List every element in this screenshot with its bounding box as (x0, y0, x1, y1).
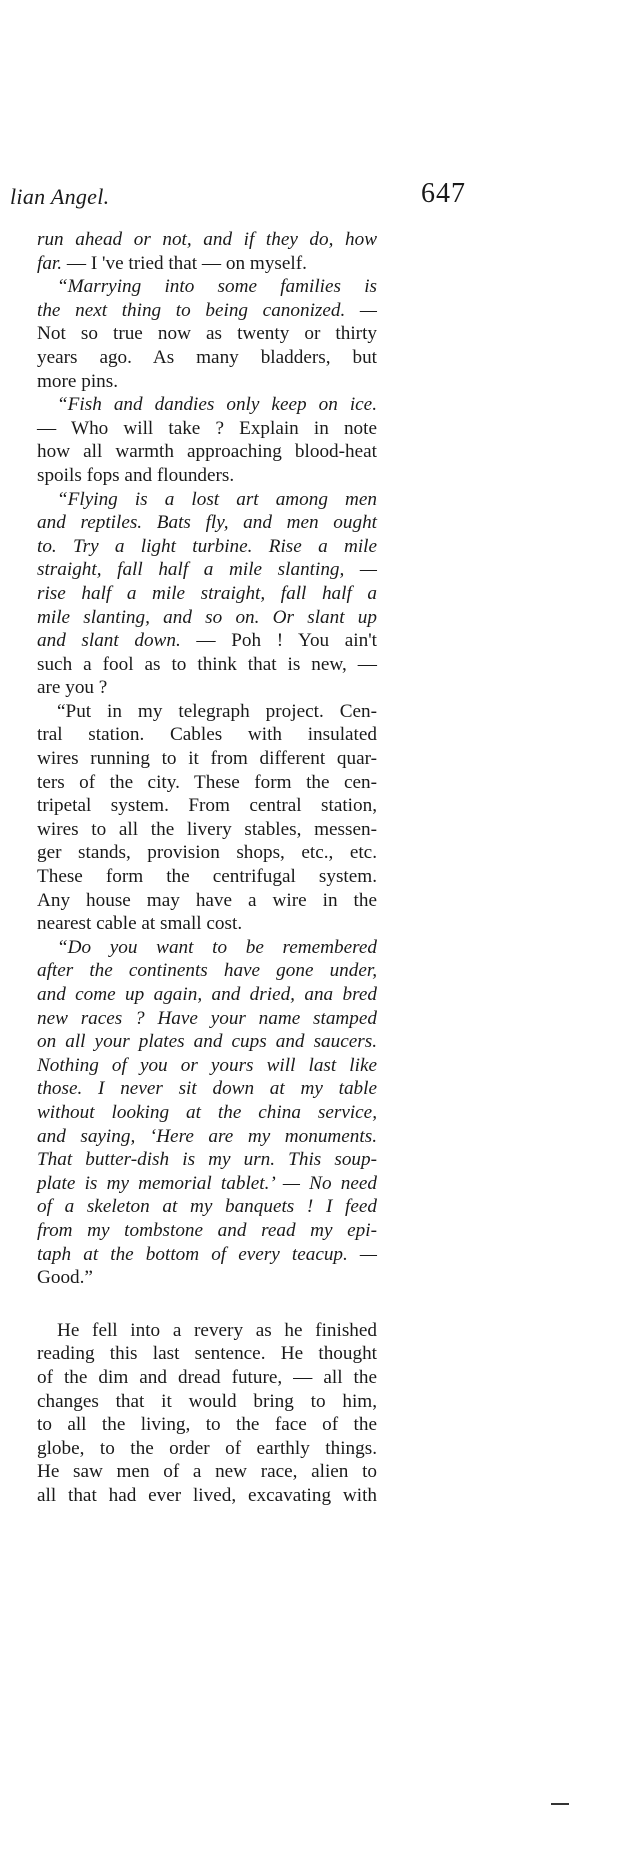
text-line: spoils fops and flounders. (37, 464, 235, 486)
page-number: 647 (421, 178, 466, 209)
text-line: from my tombstone and read my epi- (37, 1219, 377, 1241)
paragraph-gap (37, 1290, 377, 1319)
text-line: years ago. As many bladders, but (37, 346, 377, 368)
roman-fragment: — I 've tried that — on myself. (62, 252, 307, 274)
text-line: “Marrying into some families is (57, 276, 377, 298)
text-line: He fell into a revery as he finished (57, 1319, 377, 1341)
text-line: all that had ever lived, excavating with (37, 1484, 377, 1506)
text-line: wires to all the livery stables, messen- (37, 818, 377, 840)
text-line: ters of the city. These form the cen- (37, 771, 377, 793)
text-line: straight, fall half a mile slanting, — (37, 559, 377, 581)
text-line: those. I never sit down at my table (37, 1078, 377, 1100)
text-line: without looking at the china service, (37, 1101, 377, 1123)
text-line: such a fool as to think that is new, — (37, 653, 377, 675)
text-line (37, 629, 377, 653)
text-line: of a skeleton at my banquets ! I feed (37, 1196, 377, 1218)
text-line: He saw men of a new race, alien to (37, 1461, 377, 1483)
text-line: tral station. Cables with insulated (37, 724, 377, 746)
text-line: new races ? Have your name stamped (37, 1007, 377, 1029)
text-line: globe, to the order of earthly things. (37, 1437, 377, 1459)
text-line: — Who will take ? Explain in note (37, 417, 377, 439)
text-line: to all the living, to the face of the (37, 1414, 377, 1436)
text-line: mile slanting, and so on. Or slant up (37, 606, 377, 628)
text-line: These form the centrifugal system. (37, 866, 377, 888)
text-line: of the dim and dread future, — all the (37, 1366, 377, 1388)
text-line: Good.” (37, 1267, 93, 1289)
text-line: “Do you want to be remembered (57, 936, 377, 958)
text-line: are you ? (37, 677, 108, 699)
text-line: rise half a mile straight, fall half a (37, 582, 377, 604)
roman-fragment: — Poh ! You ain't (180, 630, 377, 652)
italic-fragment: and slant down. (37, 630, 181, 652)
text-line: Not so true now as twenty or thirty (37, 323, 377, 345)
text-line: to. Try a light turbine. Rise a mile (37, 535, 377, 557)
text-line: tripetal system. From central station, (37, 795, 377, 817)
text-line: nearest cable at small cost. (37, 913, 243, 935)
body-text (37, 228, 377, 1507)
text-line: run ahead or not, and if they do, how (37, 229, 377, 250)
text-line: Nothing of you or yours will last like (37, 1054, 377, 1076)
text-line: after the continents have gone under, (37, 960, 377, 982)
text-line: plate is my memorial tablet.’ — No need (37, 1172, 377, 1194)
text-line: That butter-dish is my urn. This soup- (37, 1149, 377, 1171)
running-title: lian Angel. (10, 184, 110, 209)
text-line: on all your plates and cups and saucers. (37, 1031, 377, 1053)
text-line: Any house may have a wire in the (37, 889, 377, 911)
italic-fragment: far. (37, 252, 63, 274)
text-line: the next thing to being canonized. — (37, 299, 377, 321)
text-line: “Flying is a lost art among men (57, 488, 377, 510)
text-line: and reptiles. Bats fly, and men ought (37, 512, 377, 534)
page-header (10, 178, 466, 218)
text-line: ger stands, provision shops, etc., etc. (37, 842, 377, 864)
text-line: and come up again, and dried, ana bred (37, 984, 377, 1005)
text-line (37, 252, 377, 276)
text-line: how all warmth approaching blood-heat (37, 441, 377, 463)
text-line: reading this last sentence. He thought (37, 1343, 377, 1365)
text-line: “Put in my telegraph project. Cen- (57, 700, 377, 722)
text-line: and saying, ‘Here are my monuments. (37, 1125, 377, 1147)
text-line: “Fish and dandies only keep on ice. (57, 394, 377, 416)
text-line: changes that it would bring to him, (37, 1390, 377, 1412)
text-line: more pins. (37, 370, 119, 392)
margin-mark (551, 1803, 569, 1805)
text-line: taph at the bottom of every teacup. — (37, 1243, 377, 1265)
text-line: wires running to it from different quar- (37, 748, 377, 770)
